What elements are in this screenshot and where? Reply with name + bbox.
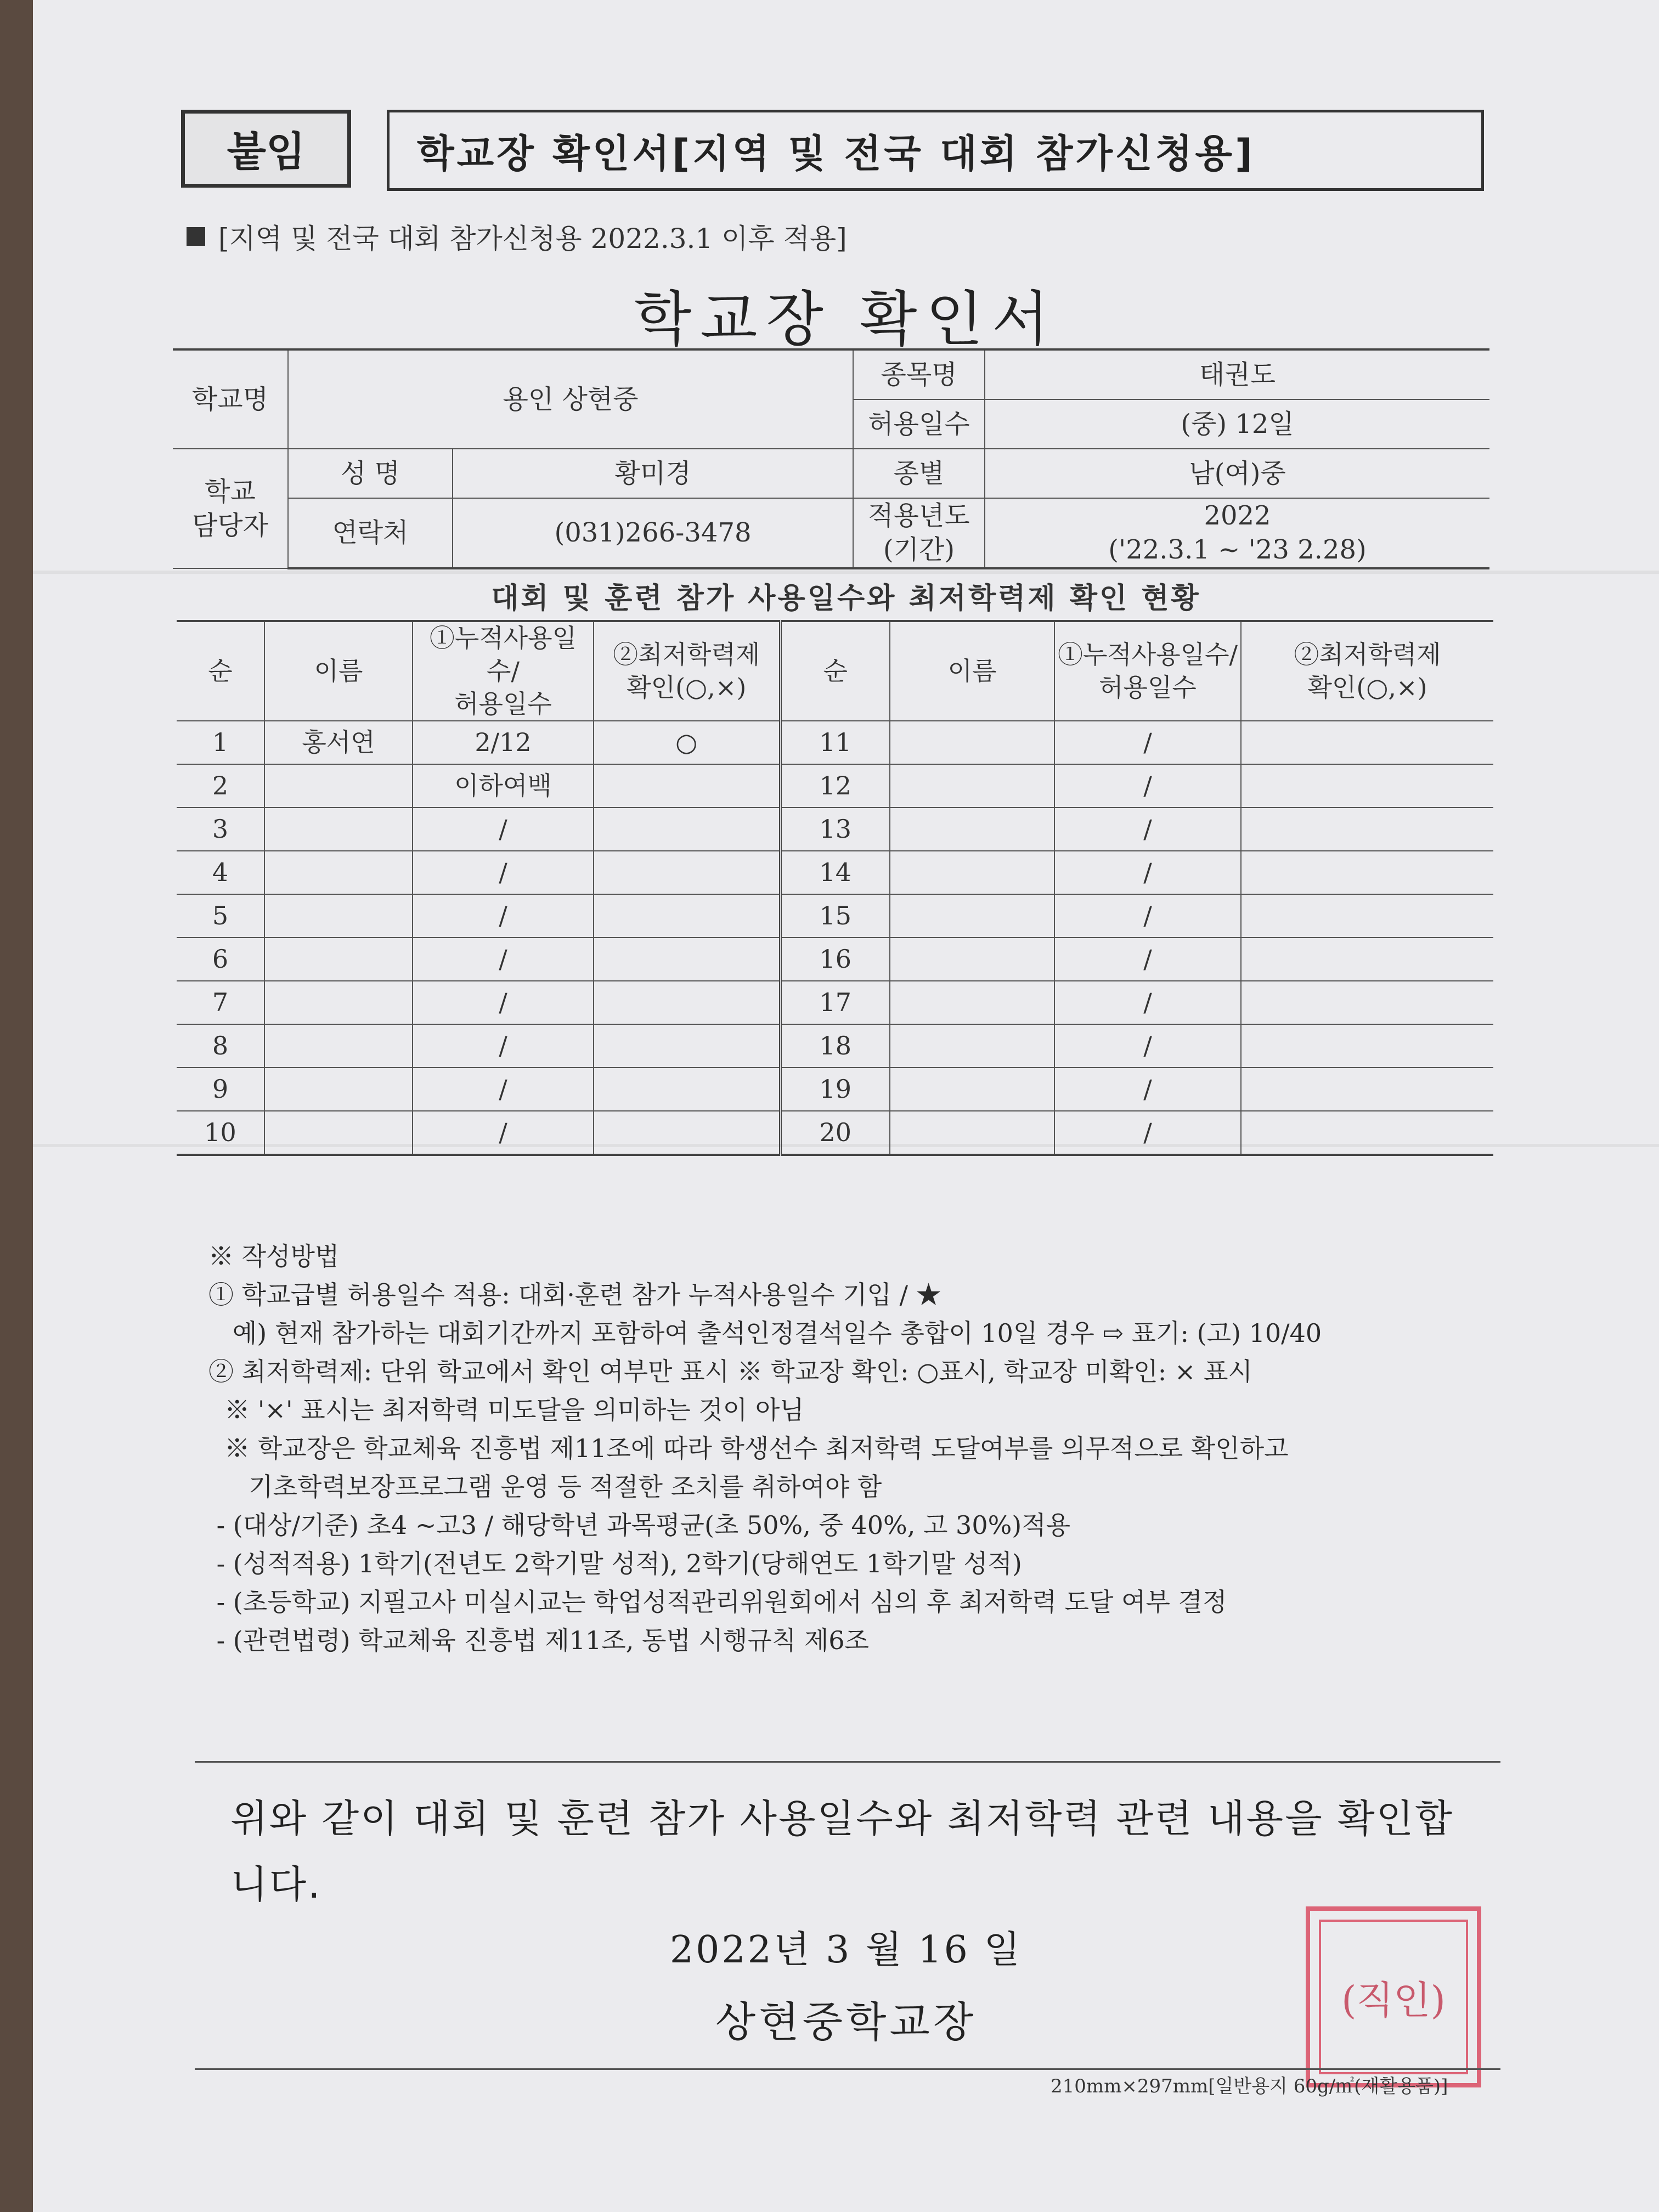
row-name	[890, 851, 1054, 894]
row-no: 1	[177, 721, 264, 764]
seal-text: (직인)	[1341, 1977, 1446, 2023]
row-check	[1241, 808, 1493, 851]
confirmation-date: 2022년 3 월 16 일	[669, 1928, 1023, 1972]
row-no: 18	[780, 1024, 890, 1068]
paper-fold	[33, 571, 1659, 574]
name-value: 황미경	[453, 449, 853, 498]
row-check	[594, 1068, 780, 1111]
row-check	[1241, 1068, 1493, 1111]
gender-label: 종별	[853, 449, 985, 498]
row-days: /	[1054, 721, 1241, 764]
row-check	[1241, 1024, 1493, 1068]
row-days: /	[1054, 1024, 1241, 1068]
attachment-tag: 붙임	[181, 110, 351, 188]
row-days: 이하여백	[413, 764, 594, 808]
row-check	[594, 1111, 780, 1155]
row-check: ○	[594, 721, 780, 764]
row-no: 12	[780, 764, 890, 808]
bottom-divider	[195, 2068, 1500, 2070]
row-days: /	[1054, 981, 1241, 1024]
row-no: 15	[780, 894, 890, 938]
row-days: /	[1054, 764, 1241, 808]
instruction-line: 기초학력보장프로그램 운영 등 적절한 조치를 취하여야 함	[208, 1472, 882, 1502]
instruction-line: - (초등학교) 지필고사 미실시교는 학업성적관리위원회에서 심의 후 최저학력 도달 여부 결정	[208, 1587, 1227, 1617]
row-check	[594, 938, 780, 981]
days-value: (중) 12일	[985, 399, 1489, 449]
row-days: /	[413, 894, 594, 938]
row-name	[264, 1068, 413, 1111]
row-days: /	[413, 1111, 594, 1155]
row-days: /	[1054, 938, 1241, 981]
table-row	[177, 1111, 1493, 1155]
row-check	[1241, 851, 1493, 894]
row-name	[264, 938, 413, 981]
row-name	[264, 851, 413, 894]
col-name: 이름	[264, 621, 413, 721]
row-name	[264, 1024, 413, 1068]
table-heading: 대회 및 훈련 참가 사용일수와 최저학력제 확인 현황	[491, 582, 1201, 615]
row-name	[264, 981, 413, 1024]
table-row	[177, 851, 1493, 894]
row-no: 16	[780, 938, 890, 981]
table-row	[177, 721, 1493, 764]
instruction-line: - (성적적용) 1학기(전년도 2학기말 성적), 2학기(당해연도 1학기말 성적)	[208, 1549, 1022, 1578]
square-bullet-icon	[187, 227, 205, 246]
paper-spec-footnote: 210mm×297mm[일반용지 60g/㎡(재활용품)]	[1051, 2075, 1448, 2097]
row-no: 6	[177, 938, 264, 981]
row-name	[890, 894, 1054, 938]
school-label: 학교명	[173, 349, 288, 449]
table-row	[177, 764, 1493, 808]
row-no: 7	[177, 981, 264, 1024]
row-check	[1241, 938, 1493, 981]
writing-instructions	[208, 1237, 1322, 1660]
row-check	[1241, 981, 1493, 1024]
instruction-line: - (대상/기준) 초4 ~고3 / 해당학년 과목평균(초 50%, 중 40%, 고 30%)적용	[208, 1510, 1071, 1540]
table-row	[177, 938, 1493, 981]
contact-label: 연락처	[288, 498, 453, 568]
row-check	[1241, 764, 1493, 808]
row-days: /	[1054, 1111, 1241, 1155]
table-row	[177, 894, 1493, 938]
row-name	[890, 808, 1054, 851]
manager-label: 학교 담당자	[173, 449, 288, 568]
row-name	[264, 764, 413, 808]
row-days: /	[413, 851, 594, 894]
sport-label: 종목명	[853, 349, 985, 399]
official-seal	[1306, 1906, 1481, 2087]
header-title: 학교장 확인서[지역 및 전국 대회 참가신청용]	[387, 110, 1484, 191]
row-days: /	[413, 1024, 594, 1068]
instruction-line: ※ 작성방법	[208, 1242, 340, 1271]
table-row	[177, 808, 1493, 851]
row-no: 2	[177, 764, 264, 808]
days-label: 허용일수	[853, 399, 985, 449]
year-value: 2022 ('22.3.1 ~ '23 2.28)	[985, 498, 1489, 568]
row-name: 홍서연	[264, 721, 413, 764]
row-days: /	[413, 981, 594, 1024]
col-days: ①누적사용일수/ 허용일수	[413, 621, 594, 721]
col-no: 순	[780, 621, 890, 721]
contact-value: (031)266-3478	[453, 498, 853, 568]
info-table	[173, 348, 1489, 569]
row-name	[264, 808, 413, 851]
instruction-line: ※ 학교장은 학교체육 진흥법 제11조에 따라 학생선수 최저학력 도달여부를 의무적으로 확인하고	[208, 1434, 1289, 1463]
table-row	[177, 1068, 1493, 1111]
col-check: ②최저학력제 확인(○,×)	[594, 621, 780, 721]
row-name	[890, 764, 1054, 808]
row-days: /	[1054, 1068, 1241, 1111]
row-no: 14	[780, 851, 890, 894]
confirmation-text: 위와 같이 대회 및 훈련 참가 사용일수와 최저학력 관련 내용을 확인합니다.	[230, 1796, 1454, 1907]
row-no: 3	[177, 808, 264, 851]
row-no: 13	[780, 808, 890, 851]
instruction-line: ※ '×' 표시는 최저학력 미도달을 의미하는 것이 아님	[208, 1395, 804, 1425]
instruction-line: - (관련법령) 학교체육 진흥법 제11조, 동법 시행규칙 제6조	[208, 1626, 869, 1655]
row-check	[594, 981, 780, 1024]
col-days: ①누적사용일수/ 허용일수	[1054, 621, 1241, 721]
col-check: ②최저학력제 확인(○,×)	[1241, 621, 1493, 721]
row-days: 2/12	[413, 721, 594, 764]
row-name	[890, 938, 1054, 981]
row-name	[890, 1111, 1054, 1155]
row-check	[594, 851, 780, 894]
divider	[195, 1761, 1500, 1763]
instruction-line: ② 최저학력제: 단위 학교에서 확인 여부만 표시 ※ 학교장 확인: ○표시, 학교장 미확인: × 표시	[208, 1357, 1252, 1386]
row-name	[890, 1024, 1054, 1068]
row-days: /	[1054, 894, 1241, 938]
row-days: /	[413, 938, 594, 981]
table-row	[177, 981, 1493, 1024]
row-name	[890, 721, 1054, 764]
row-no: 19	[780, 1068, 890, 1111]
row-check	[594, 764, 780, 808]
participants-table	[177, 620, 1493, 1156]
name-label: 성 명	[288, 449, 453, 498]
row-days: /	[1054, 808, 1241, 851]
row-no: 5	[177, 894, 264, 938]
table-row	[177, 1024, 1493, 1068]
row-no: 9	[177, 1068, 264, 1111]
sport-value: 태권도	[985, 349, 1489, 399]
row-check	[594, 1024, 780, 1068]
row-days: /	[413, 1068, 594, 1111]
row-name	[890, 1068, 1054, 1111]
subhead-text: [지역 및 전국 대회 참가신청용 2022.3.1 이후 적용]	[218, 223, 847, 255]
row-check	[594, 894, 780, 938]
row-check	[594, 808, 780, 851]
subhead	[187, 217, 847, 256]
col-no: 순	[177, 621, 264, 721]
school-value: 용인 상현중	[288, 349, 853, 449]
row-check	[1241, 1111, 1493, 1155]
row-name	[264, 894, 413, 938]
row-check	[1241, 721, 1493, 764]
instruction-line: ① 학교급별 허용일수 적용: 대회·훈련 참가 누적사용일수 기입 / ★	[208, 1280, 941, 1310]
row-no: 20	[780, 1111, 890, 1155]
principal-name: 상현중학교장	[715, 1997, 977, 2046]
table-header-row	[177, 621, 1493, 721]
row-no: 10	[177, 1111, 264, 1155]
row-no: 11	[780, 721, 890, 764]
seal-inner-border	[1319, 1920, 1468, 2074]
row-days: /	[1054, 851, 1241, 894]
instruction-line: 예) 현재 참가하는 대회기간까지 포함하여 출석인정결석일수 총합이 10일 경우 ⇨ 표기: (고) 10/40	[208, 1318, 1322, 1348]
col-name: 이름	[890, 621, 1054, 721]
document-title: 학교장 확인서	[634, 285, 1058, 354]
row-no: 4	[177, 851, 264, 894]
row-name	[264, 1111, 413, 1155]
row-no: 8	[177, 1024, 264, 1068]
row-check	[1241, 894, 1493, 938]
row-no: 17	[780, 981, 890, 1024]
gender-value: 남(여)중	[985, 449, 1489, 498]
row-days: /	[413, 808, 594, 851]
year-label: 적용년도 (기간)	[853, 498, 985, 568]
document-page	[33, 0, 1659, 2212]
row-name	[890, 981, 1054, 1024]
